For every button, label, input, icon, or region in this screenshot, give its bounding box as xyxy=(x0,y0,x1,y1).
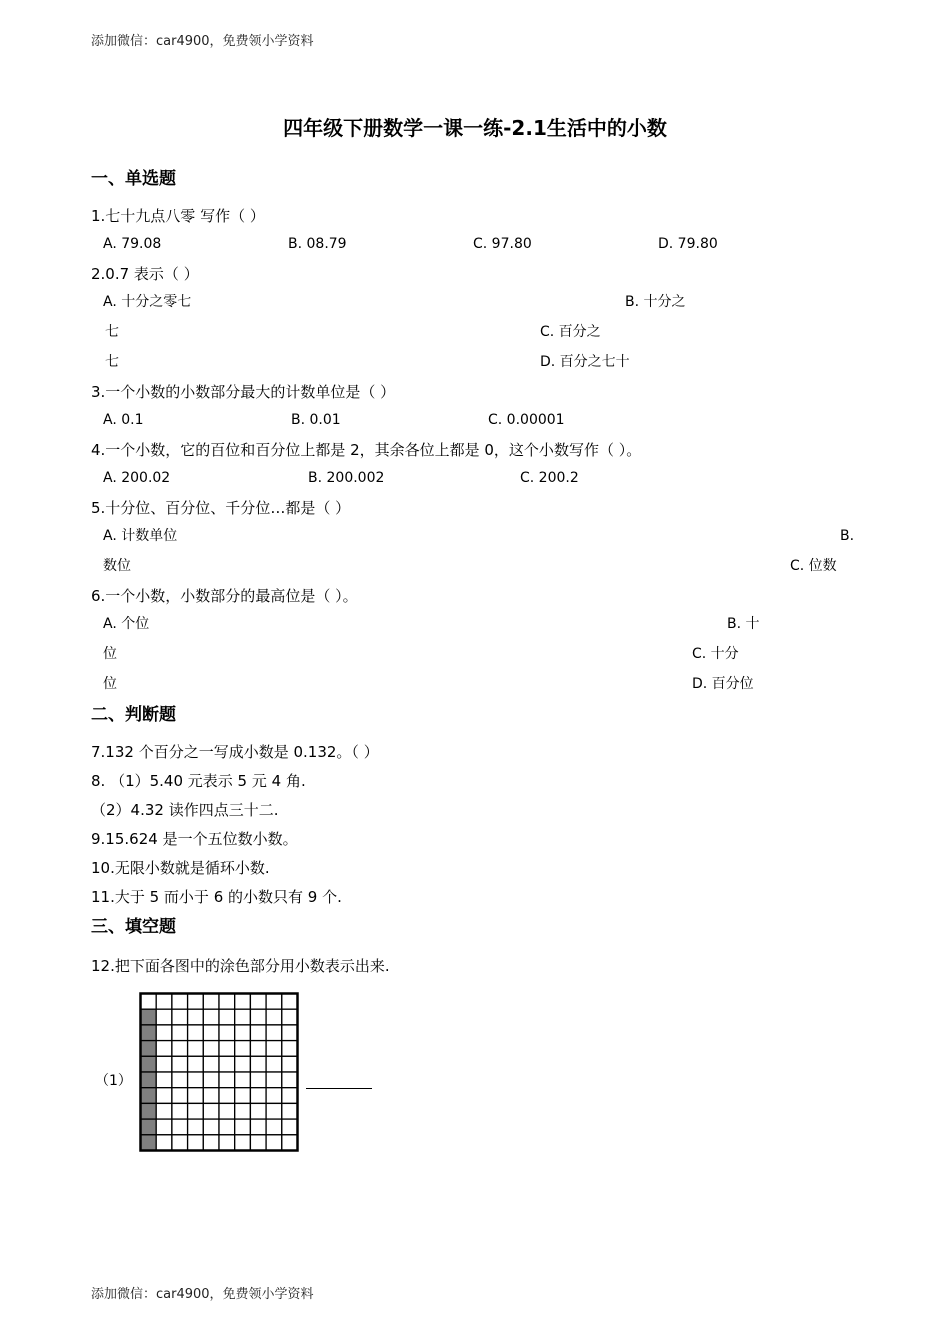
grid-cell xyxy=(219,1088,235,1104)
question-12: 12.把下面各图中的涂色部分用小数表示出来. xyxy=(91,957,390,975)
grid-cell-shaded xyxy=(141,1103,157,1119)
q6-option-b-wrap: 位 xyxy=(103,646,117,662)
grid-cell xyxy=(282,1119,298,1135)
grid-cell xyxy=(219,1025,235,1041)
grid-cell xyxy=(250,1088,266,1104)
grid-cell xyxy=(250,994,266,1010)
grid-cell xyxy=(266,1135,282,1151)
grid-cell xyxy=(266,1119,282,1135)
q2-option-b: B. 十分之 xyxy=(625,294,686,310)
q6-option-c-wrap: 位 xyxy=(103,676,117,692)
grid-cell xyxy=(188,1103,204,1119)
grid-cell xyxy=(172,1009,188,1025)
grid-cell xyxy=(156,1088,172,1104)
q2-option-b-wrap: 七 xyxy=(105,324,119,340)
grid-cell xyxy=(235,1072,251,1088)
question-1: 1.七十九点八零 写作（ ） xyxy=(91,207,265,225)
grid-cell xyxy=(188,1056,204,1072)
grid-cell xyxy=(235,1056,251,1072)
grid-cell xyxy=(156,1009,172,1025)
grid-cell xyxy=(156,994,172,1010)
q2-option-d: D. 百分之七十 xyxy=(540,354,630,370)
grid-cell xyxy=(172,1072,188,1088)
grid-cell xyxy=(235,1135,251,1151)
question-8-part-2: （2）4.32 读作四点三十二. xyxy=(91,801,279,819)
question-7: 7.132 个百分之一写成小数是 0.132。（ ） xyxy=(91,743,379,761)
q5-option-b-wrap: 数位 xyxy=(103,558,131,574)
grid-cell xyxy=(188,1072,204,1088)
q5-option-a: A. 计数单位 xyxy=(103,528,178,544)
q4-option-c: C. 200.2 xyxy=(520,470,579,486)
grid-cell xyxy=(188,994,204,1010)
grid-cell xyxy=(266,1041,282,1057)
grid-cell xyxy=(282,1135,298,1151)
grid-cell xyxy=(188,1088,204,1104)
grid-cell xyxy=(235,1119,251,1135)
figure-1-answer-blank[interactable] xyxy=(306,1072,372,1093)
grid-cell xyxy=(203,1135,219,1151)
q1-option-b: B. 08.79 xyxy=(288,236,347,252)
q6-option-a: A. 个位 xyxy=(103,616,150,632)
grid-cell xyxy=(282,994,298,1010)
grid-cell-shaded xyxy=(141,1135,157,1151)
grid-cell-shaded xyxy=(141,1041,157,1057)
grid-cell xyxy=(156,1103,172,1119)
question-9: 9.15.624 是一个五位数小数。 xyxy=(91,830,298,848)
q6-option-d: D. 百分位 xyxy=(692,676,754,692)
grid-cell xyxy=(156,1072,172,1088)
grid-cell xyxy=(282,1088,298,1104)
grid-cell xyxy=(172,1135,188,1151)
grid-cell xyxy=(188,1025,204,1041)
grid-cell xyxy=(219,1103,235,1119)
figure-1-label: （1） xyxy=(95,1073,132,1089)
grid-cell xyxy=(172,1025,188,1041)
grid-cell xyxy=(203,1009,219,1025)
grid-cell xyxy=(172,1088,188,1104)
question-10: 10.无限小数就是循环小数. xyxy=(91,859,270,877)
grid-cell xyxy=(203,994,219,1010)
section-heading-single-choice: 一、单选题 xyxy=(91,169,176,189)
grid-cell xyxy=(172,1041,188,1057)
grid-cell xyxy=(235,1088,251,1104)
grid-cell xyxy=(282,1025,298,1041)
q2-option-c-wrap: 七 xyxy=(105,354,119,370)
grid-cell xyxy=(250,1009,266,1025)
q3-option-c: C. 0.00001 xyxy=(488,412,565,428)
section-heading-true-false: 二、判断题 xyxy=(91,705,176,725)
grid-cell xyxy=(219,1119,235,1135)
grid-cell xyxy=(235,1103,251,1119)
grid-cell xyxy=(219,1009,235,1025)
grid-cell xyxy=(188,1041,204,1057)
grid-cell xyxy=(250,1072,266,1088)
grid-cell xyxy=(250,1135,266,1151)
grid-cell xyxy=(172,1119,188,1135)
grid-cell xyxy=(282,1056,298,1072)
question-2: 2.0.7 表示（ ） xyxy=(91,265,199,283)
grid-cell xyxy=(219,1041,235,1057)
grid-cell xyxy=(141,994,157,1010)
q3-option-a: A. 0.1 xyxy=(103,412,144,428)
q4-option-a: A. 200.02 xyxy=(103,470,171,486)
grid-cell-shaded xyxy=(141,1025,157,1041)
grid-cell xyxy=(203,1056,219,1072)
q4-option-b: B. 200.002 xyxy=(308,470,385,486)
grid-cell xyxy=(266,1009,282,1025)
grid-cell xyxy=(282,1103,298,1119)
q1-option-d: D. 79.80 xyxy=(658,236,718,252)
grid-cell xyxy=(250,1056,266,1072)
grid-cell xyxy=(235,1009,251,1025)
grid-cell xyxy=(219,1072,235,1088)
grid-cell xyxy=(266,1025,282,1041)
grid-cell xyxy=(282,1072,298,1088)
grid-cell xyxy=(156,1041,172,1057)
question-11: 11.大于 5 而小于 6 的小数只有 9 个. xyxy=(91,888,342,906)
grid-cell xyxy=(172,1056,188,1072)
grid-cell xyxy=(235,1025,251,1041)
question-3: 3.一个小数的小数部分最大的计数单位是（ ） xyxy=(91,383,396,401)
grid-cell xyxy=(188,1009,204,1025)
q6-option-b: B. 十 xyxy=(727,616,760,632)
grid-cell xyxy=(250,1119,266,1135)
grid-cell xyxy=(235,994,251,1010)
question-6: 6.一个小数，小数部分的最高位是（ ）。 xyxy=(91,587,358,605)
grid-cell xyxy=(203,1103,219,1119)
grid-cell xyxy=(282,1041,298,1057)
q1-option-a: A. 79.08 xyxy=(103,236,162,252)
grid-cell-shaded xyxy=(141,1088,157,1104)
grid-cell xyxy=(219,1135,235,1151)
grid-cell xyxy=(188,1119,204,1135)
grid-cell xyxy=(203,1119,219,1135)
section-heading-fill-blank: 三、填空题 xyxy=(91,917,176,937)
grid-cell xyxy=(203,1025,219,1041)
grid-cell-shaded xyxy=(141,1056,157,1072)
q6-option-c: C. 十分 xyxy=(692,646,739,662)
grid-cell-shaded xyxy=(141,1009,157,1025)
grid-cell xyxy=(250,1025,266,1041)
grid-cell xyxy=(266,994,282,1010)
grid-cell xyxy=(266,1056,282,1072)
grid-cell xyxy=(188,1135,204,1151)
grid-cell-shaded xyxy=(141,1072,157,1088)
q2-option-c: C. 百分之 xyxy=(540,324,601,340)
q2-option-a: A. 十分之零七 xyxy=(103,294,192,310)
grid-cell xyxy=(266,1088,282,1104)
grid-cell xyxy=(156,1025,172,1041)
grid-cell xyxy=(250,1103,266,1119)
grid-cell xyxy=(172,1103,188,1119)
grid-cell xyxy=(172,994,188,1010)
grid-cell xyxy=(266,1072,282,1088)
page-title: 四年级下册数学一课一练-2.1生活中的小数 xyxy=(283,116,667,140)
question-8-part-1: 8. （1）5.40 元表示 5 元 4 角. xyxy=(91,772,306,790)
q5-option-b: B. xyxy=(840,528,855,544)
grid-cell xyxy=(203,1088,219,1104)
grid-cell xyxy=(282,1009,298,1025)
header-note: 添加微信：car4900，免费领小学资料 xyxy=(91,34,314,49)
grid-cell xyxy=(156,1135,172,1151)
grid-cell xyxy=(203,1041,219,1057)
grid-cell xyxy=(266,1103,282,1119)
grid-cell xyxy=(235,1041,251,1057)
question-5: 5.十分位、百分位、千分位…都是（ ） xyxy=(91,499,351,517)
q1-option-c: C. 97.80 xyxy=(473,236,532,252)
grid-cell xyxy=(219,994,235,1010)
footer-note: 添加微信：car4900，免费领小学资料 xyxy=(91,1287,314,1302)
q5-option-c: C. 位数 xyxy=(790,558,837,574)
grid-cell xyxy=(250,1041,266,1057)
grid-cell-shaded xyxy=(141,1119,157,1135)
figure-1-grid xyxy=(139,992,299,1152)
question-4: 4.一个小数，它的百位和百分位上都是 2，其余各位上都是 0，这个小数写作（ ）。 xyxy=(91,441,642,459)
grid-cell xyxy=(219,1056,235,1072)
grid-cell xyxy=(156,1056,172,1072)
q3-option-b: B. 0.01 xyxy=(291,412,341,428)
grid-cell xyxy=(156,1119,172,1135)
grid-cell xyxy=(203,1072,219,1088)
